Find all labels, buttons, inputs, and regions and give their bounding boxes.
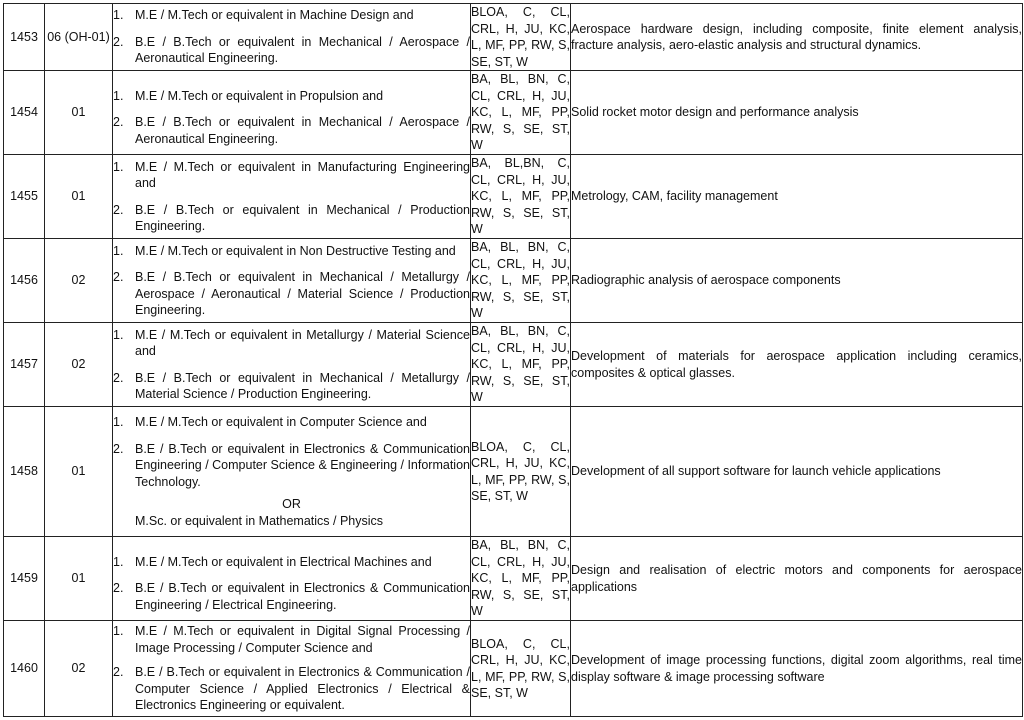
qualification-item: 2. B.E / B.Tech or equivalent in Mechanical / Aerospace / Aeronautical Engineering. <box>113 34 470 66</box>
post-code: 1456 <box>4 239 45 323</box>
number-of-posts: 02 <box>45 621 113 717</box>
categories: BA, BL, BN, C, CL, CRL, H, JU, KC, L, MF, PP, RW, S, SE, ST, W <box>471 71 571 155</box>
post-code: 1458 <box>4 407 45 537</box>
number-of-posts: 01 <box>45 71 113 155</box>
qualification-cell <box>113 323 471 407</box>
table-row <box>4 621 1023 717</box>
qualification-item: 1. M.E / M.Tech or equivalent in Metallurgy / Material Science and <box>113 327 470 358</box>
qualification-item: 2. B.E / B.Tech or equivalent in Mechanical / Aerospace / Aeronautical Engineering. <box>113 115 470 146</box>
qualification-cell <box>113 155 471 239</box>
categories: BA, BL, BN, C, CL, CRL, H, JU, KC, L, MF, PP, RW, S, SE, ST, W <box>471 323 571 407</box>
table-row <box>4 4 1023 71</box>
categories: BLOA, C, CL, CRL, H, JU, KC, L, MF, PP, RW, S, SE, ST, W <box>471 621 571 717</box>
area-of-work: Metrology, CAM, facility management <box>571 155 1023 239</box>
table-row <box>4 155 1023 239</box>
qualification-item: 2. B.E / B.Tech or equivalent in Electronics & Communication / Computer Science / Applied Electronics / Electrical & Electronics Engineering or equivalent. <box>113 665 470 713</box>
area-of-work: Radiographic analysis of aerospace components <box>571 239 1023 323</box>
categories: BLOA, C, CL, CRL, H, JU, KC, L, MF, PP, RW, S, SE, ST, W <box>471 407 571 537</box>
area-of-work: Development of image processing functions, digital zoom algorithms, real time display software & image processing software <box>571 621 1023 717</box>
categories: BA, BL, BN, C, CL, CRL, H, JU, KC, L, MF, PP, RW, S, SE, ST, W <box>471 239 571 323</box>
table-row <box>4 323 1023 407</box>
number-of-posts: 01 <box>45 407 113 537</box>
categories: BLOA, C, CL, CRL, H, JU, KC, L, MF, PP, RW, S, SE, ST, W <box>471 5 570 69</box>
post-code: 1460 <box>4 621 45 717</box>
post-code: 1454 <box>4 71 45 155</box>
qualification-cell <box>113 621 471 717</box>
categories: BA, BL, BN, C, CL, CRL, H, JU, KC, L, MF, PP, RW, S, SE, ST, W <box>471 537 571 621</box>
post-code: 1459 <box>4 537 45 621</box>
qualification-item: 1. M.E / M.Tech or equivalent in Digital Signal Processing / Image Processing / Computer Science and <box>113 624 470 655</box>
qualification-item: 2. B.E / B.Tech or equivalent in Mechanical / Production Engineering. <box>113 202 470 233</box>
table-row <box>4 239 1023 323</box>
qualification-item: 1. M.E / M.Tech or equivalent in Manufacturing Engineering and <box>113 159 470 190</box>
area-of-work: Solid rocket motor design and performance analysis <box>571 71 1023 155</box>
number-of-posts: 01 <box>45 537 113 621</box>
qualification-item: 1. M.E / M.Tech or equivalent in Computer Science and <box>113 415 427 429</box>
qualification-cell <box>113 4 471 71</box>
qualification-item: 2. B.E / B.Tech or equivalent in Mechanical / Metallurgy / Aerospace / Aeronautical / Material Science / Production Engineering. <box>113 270 470 317</box>
qualification-item: 2. B.E / B.Tech or equivalent in Electronics & Communication Engineering / Electrical Engineering. <box>113 581 470 612</box>
area-of-work: Design and realisation of electric motors and components for aerospace applications <box>571 537 1023 621</box>
categories: BA, BL,BN, C, CL, CRL, H, JU, KC, L, MF, PP, RW, S, SE, ST, W <box>471 155 571 239</box>
vacancy-table <box>3 3 1023 717</box>
number-of-posts: 02 <box>45 323 113 407</box>
post-code: 1453 <box>4 4 45 71</box>
qualification-item: 1. M.E / M.Tech or equivalent in Propulsion and <box>113 88 384 103</box>
post-code: 1457 <box>4 323 45 407</box>
table-row <box>4 537 1023 621</box>
area-of-work: Development of all support software for launch vehicle applications <box>571 407 1023 537</box>
area-of-work: Aerospace hardware design, including composite, finite element analysis, fracture analysis, aero-elastic analysis and structural dynamics. <box>571 4 1023 71</box>
area-of-work: Development of materials for aerospace application including ceramics, composites & optical glasses. <box>571 323 1023 407</box>
post-code: 1455 <box>4 155 45 239</box>
qualification-cell <box>113 71 471 155</box>
qualification-cell <box>113 407 471 537</box>
table-row <box>4 407 1023 537</box>
qualification-cell <box>113 239 471 323</box>
qualification-cell <box>113 537 471 621</box>
table-row <box>4 71 1023 155</box>
number-of-posts: 01 <box>45 155 113 239</box>
number-of-posts: 02 <box>45 239 113 323</box>
alternate-qualification: M.Sc. or equivalent in Mathematics / Physics <box>135 513 384 528</box>
qualification-item: 2. B.E / B.Tech or equivalent in Electronics & Communication Engineering / Computer Science & Engineering / Information Technology. <box>113 441 470 489</box>
qualification-item: 2. B.E / B.Tech or equivalent in Mechanical / Metallurgy / Material Science / Production Engineering. <box>113 370 470 401</box>
or-separator: OR <box>282 497 301 511</box>
qualification-item: 1. M.E / M.Tech or equivalent in Electrical Machines and <box>113 554 432 569</box>
qualification-item: 1. M.E / M.Tech or equivalent in Machine Design and <box>113 8 414 23</box>
number-of-posts: 06 (OH-01) <box>45 4 113 71</box>
qualification-item: 1. M.E / M.Tech or equivalent in Non Destructive Testing and <box>113 243 456 258</box>
